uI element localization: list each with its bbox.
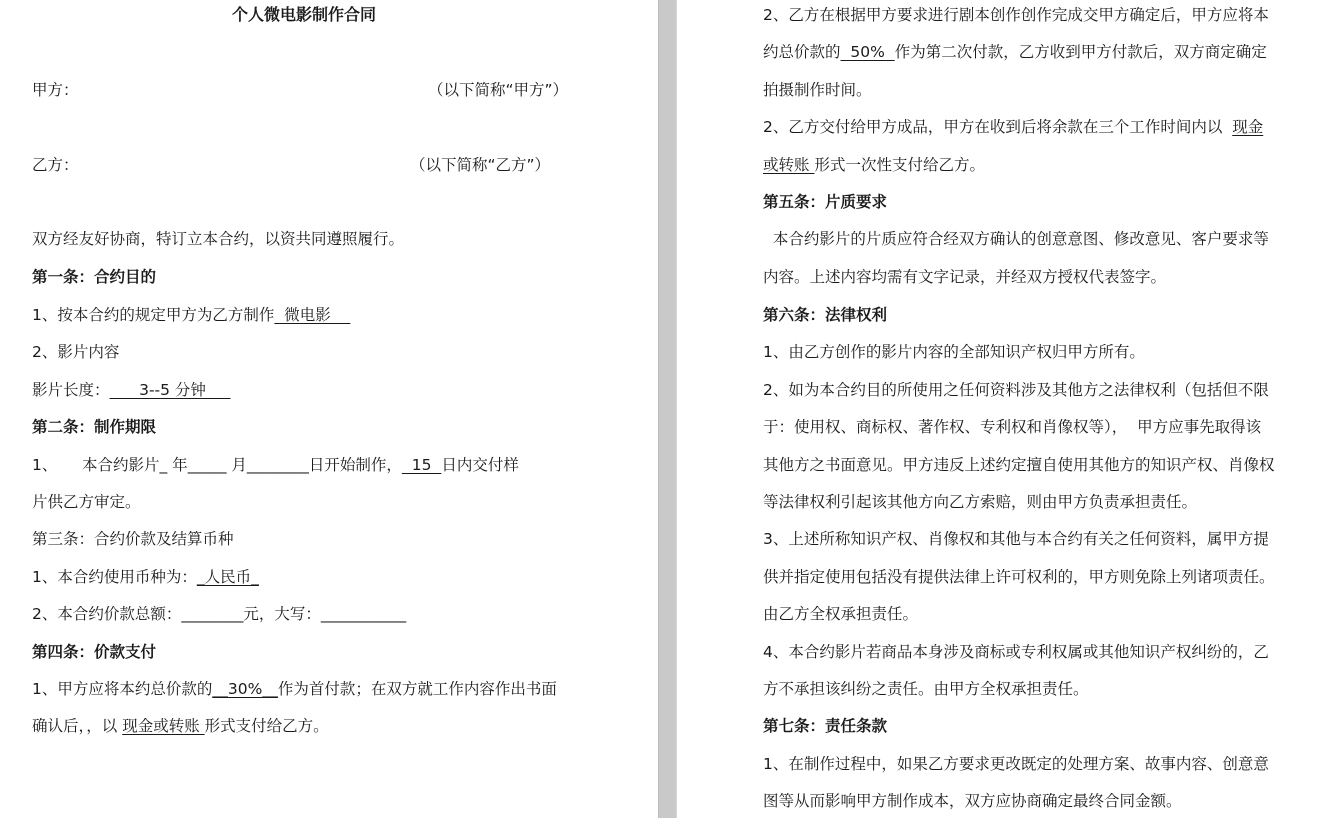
party-b-note: （以下简称“乙方”） xyxy=(410,156,551,174)
article-6-line-2: 2、如为本合约目的所使用之任何资料涉及其他方之法律权利（包括但不限 xyxy=(763,381,1269,399)
article-6-line-3: 于：使用权、商标权、著作权、专利权和肖像权等）， 甲方应事先取得该 xyxy=(763,418,1262,436)
contract-title: 个人微电影制作合同 xyxy=(232,5,377,24)
first-payment-field: __30%__ xyxy=(212,680,278,698)
article-5-line-2: 内容。上述内容均需有文字记录，并经双方授权代表签字。 xyxy=(763,268,1167,286)
article-6-line-4: 其他方之书面意见。甲方违反上述约定擅自使用其他方的知识产权、肖像权 xyxy=(763,456,1275,474)
article-6-line-8: 由乙方全权承担责任。 xyxy=(763,605,919,623)
currency-field: _人民币_ xyxy=(196,568,259,586)
article-4-payment-2-line-3: 拍摄制作时间。 xyxy=(763,81,872,99)
article-6-line-5: 等法律权利引起该其他方向乙方索赔，则由甲方负责承担责任。 xyxy=(763,493,1198,511)
film-type-field: 微电影 xyxy=(274,306,351,324)
article-1-item-2: 2、影片内容 xyxy=(32,343,120,361)
article-4-payment-2-line-2: 约总价款的 50% 作为第二次付款，乙方收到甲方付款后，双方商定确定 xyxy=(763,43,1267,61)
intro-text: 双方经友好协商，特订立本合约，以资共同遵照履行。 xyxy=(32,230,405,248)
second-payment-field: 50% xyxy=(840,43,895,61)
article-4-payment-2-line-1: 2、乙方在根据甲方要求进行剧本创作创作完成交甲方确定后，甲方应将本 xyxy=(763,6,1269,24)
article-4-balance-line-2: 或转账 形式一次性支付给乙方。 xyxy=(763,156,985,174)
party-a-note: （以下简称“甲方”） xyxy=(428,81,569,99)
delivery-days-field: 15 xyxy=(401,456,442,474)
article-7-line-1: 1、在制作过程中，如果乙方要求更改既定的处理方案、故事内容、创意意 xyxy=(763,755,1269,773)
article-5-heading: 第五条：片质要求 xyxy=(763,193,888,211)
article-2-line-1: 1、 本合约影片_ 年_____ 月________日开始制作， 15 日内交付样 xyxy=(32,456,519,474)
article-4-line-1: 1、甲方应将本约总价款的__30%__作为首付款；在双方就工作内容作出书面 xyxy=(32,680,557,698)
film-length-line: 影片长度： 3--5 分钟 xyxy=(32,381,231,399)
article-3-currency: 1、本合约使用币种为：_人民币_ xyxy=(32,568,259,586)
article-2-heading: 第二条：制作期限 xyxy=(32,418,157,436)
article-6-line-9: 4、本合约影片若商品本身涉及商标或专利权属或其他知识产权纠纷的，乙 xyxy=(763,643,1269,661)
article-6-line-1: 1、由乙方创作的影片内容的全部知识产权归甲方所有。 xyxy=(763,343,1145,361)
article-2-line-2: 片供乙方审定。 xyxy=(32,493,141,511)
article-6-line-6: 3、上述所称知识产权、肖像权和其他与本合约有关之任何资料，属甲方提 xyxy=(763,530,1269,548)
page-left xyxy=(0,0,658,818)
film-length-field: 3--5 分钟 xyxy=(109,381,231,399)
article-7-line-2: 图等从而影响甲方制作成本，双方应协商确定最终合同金额。 xyxy=(763,792,1182,810)
article-6-line-7: 供并指定使用包括没有提供法律上许可权利的，甲方则免除上列诸项责任。 xyxy=(763,568,1275,586)
article-1-heading: 第一条：合约目的 xyxy=(32,268,157,286)
page-gutter xyxy=(658,0,677,818)
article-6-heading: 第六条：法律权利 xyxy=(763,306,888,324)
article-1-item-1: 1、按本合约的规定甲方为乙方制作 微电影 xyxy=(32,306,351,324)
article-4-heading: 第四条：价款支付 xyxy=(32,643,157,661)
party-a-label: 甲方： xyxy=(32,81,79,99)
article-4-balance-line-1: 2、乙方交付给甲方成品，甲方在收到后将余款在三个工作时间内以 现金 xyxy=(763,118,1264,136)
article-6-line-10: 方不承担该纠纷之责任。由甲方全权承担责任。 xyxy=(763,680,1089,698)
page-right xyxy=(677,0,1326,818)
payment-method-field: 现金或转账 xyxy=(122,717,205,735)
article-7-heading: 第七条：责任条款 xyxy=(763,717,888,735)
article-5-line-1: 本合约影片的片质应符合经双方确认的创意意图、修改意见、客户要求等 xyxy=(763,230,1269,248)
article-3-total: 2、本合约价款总额：________元，大写：___________ xyxy=(32,605,407,623)
party-b-label: 乙方： xyxy=(32,156,79,174)
article-4-line-2: 确认后，，以 现金或转账 形式支付给乙方。 xyxy=(32,717,329,735)
article-3-heading: 第三条：合约价款及结算币种 xyxy=(32,530,234,548)
